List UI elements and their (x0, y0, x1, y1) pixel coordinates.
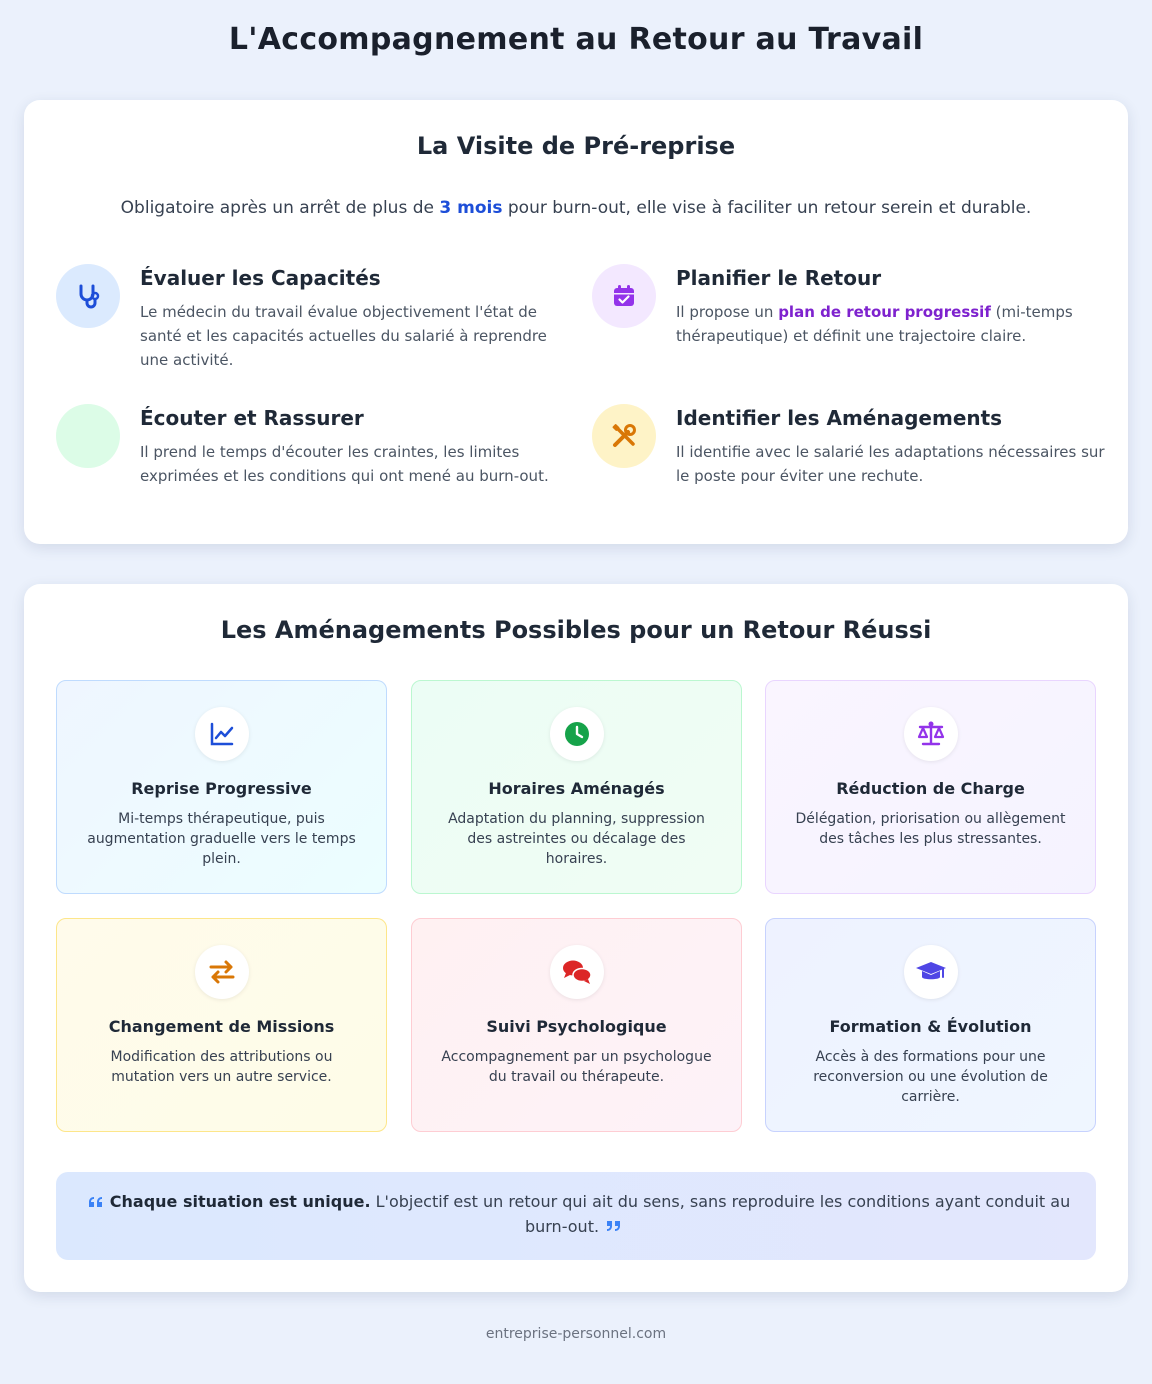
tools-icon (592, 404, 656, 468)
tile-desc: Modification des attributions ou mutation vers un autre service. (110, 1049, 333, 1085)
feature-desc-text-end: (mi-temps thérapeutique) et définit une trajectoire claire. (676, 303, 1073, 345)
quote-open-icon (88, 1191, 104, 1215)
arrangements-card (24, 584, 1128, 1292)
tile-title: Reprise Progressive (131, 779, 312, 798)
intro-text-end: pour burn-out, elle vise à faciliter un retour serein et durable. (502, 198, 1032, 218)
tile-desc: Accompagnement par un psychologue du travail ou thérapeute. (441, 1049, 712, 1085)
tile-progressive-return (56, 680, 387, 894)
feature-desc: Il identifie avec le salarié les adaptations nécessaires sur le poste pour éviter une rechute. (676, 443, 1105, 485)
tile-desc: Délégation, priorisation ou allègement des tâches les plus stressantes. (795, 811, 1066, 847)
calendar-check-icon (592, 264, 656, 328)
graduation-cap-icon (904, 945, 958, 999)
tile-psychological-support (411, 918, 742, 1132)
feature-desc: Le médecin du travail évalue objectivement l'état de santé et les capacités actuelles du salarié à reprendre une activité. (140, 303, 547, 369)
feature-desc: Il prend le temps d'écouter les craintes, les limites exprimées et les conditions qui ont mené au burn-out. (140, 443, 549, 485)
tile-title: Suivi Psychologique (486, 1017, 667, 1036)
feature-desc (676, 300, 1096, 348)
tile-workload-reduction (765, 680, 1096, 894)
intro-highlight: 3 mois (439, 198, 503, 218)
feature-title: Écouter et Rassurer (140, 406, 364, 430)
clock-icon (550, 707, 604, 761)
intro-text: Obligatoire après un arrêt de plus de (120, 198, 440, 218)
stethoscope-icon (56, 264, 120, 328)
feature-title: Évaluer les Capacités (140, 266, 381, 290)
tile-training-evolution (765, 918, 1096, 1132)
tile-desc: Accès à des formations pour une reconversion ou une évolution de carrière. (813, 1049, 1048, 1105)
pre-return-visit-intro (24, 198, 1128, 218)
comments-icon (550, 945, 604, 999)
tile-adjusted-hours (411, 680, 742, 894)
pre-return-visit-card (24, 100, 1128, 544)
feature-desc-text: Il propose un (676, 303, 779, 321)
exchange-arrows-icon (195, 945, 249, 999)
tile-title: Horaires Aménagés (488, 779, 665, 798)
chart-line-icon (195, 707, 249, 761)
quote-close-icon (605, 1215, 621, 1239)
tile-mission-change (56, 918, 387, 1132)
tile-title: Réduction de Charge (836, 779, 1025, 798)
page-title: L'Accompagnement au Retour au Travail (228, 22, 924, 57)
quote-banner (56, 1172, 1096, 1260)
feature-title: Identifier les Aménagements (676, 406, 1003, 430)
listen-icon (56, 404, 120, 468)
quote-strong: Chaque situation est unique. (109, 1192, 371, 1211)
tile-title: Changement de Missions (108, 1017, 335, 1036)
tile-desc: Mi-temps thérapeutique, puis augmentation graduelle vers le temps plein. (87, 811, 356, 867)
tile-title: Formation & Évolution (829, 1017, 1032, 1036)
balance-scale-icon (904, 707, 958, 761)
tile-desc: Adaptation du planning, suppression des astreintes ou décalage des horaires. (448, 811, 705, 867)
quote-text: L'objectif est un retour qui ait du sens, sans reproduire les conditions ayant conduit au burn-out. (370, 1192, 1071, 1236)
pre-return-visit-title: La Visite de Pré-reprise (416, 132, 736, 160)
arrangements-title: Les Aménagements Possibles pour un Retour Réussi (220, 616, 932, 644)
feature-desc-highlight: plan de retour progressif (778, 303, 991, 321)
feature-title: Planifier le Retour (676, 266, 882, 290)
footer-site: entreprise-personnel.com (485, 1326, 667, 1342)
